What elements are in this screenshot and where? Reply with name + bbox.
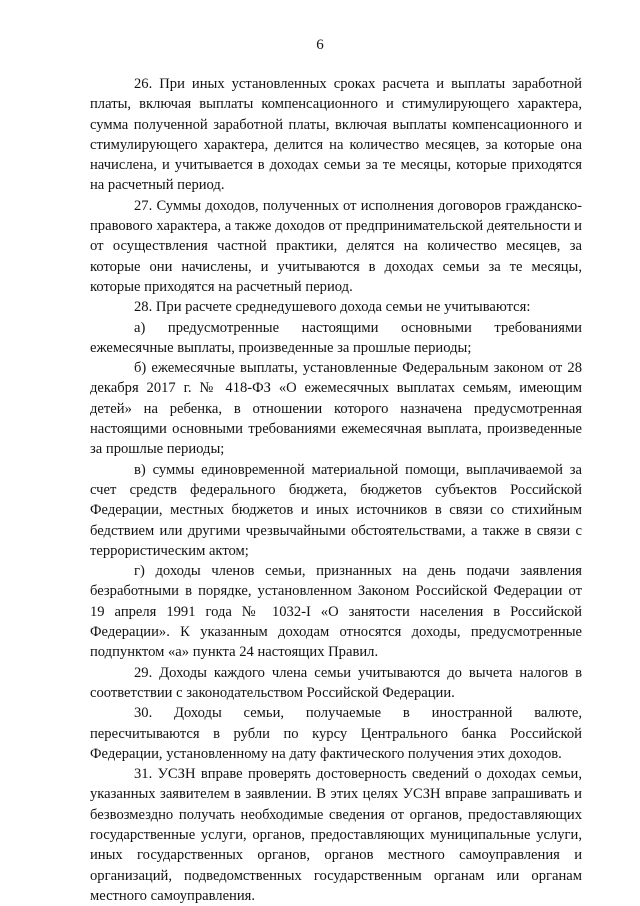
paragraph-28-g: г) доходы членов семьи, признанных на день подачи заявления безработными в порядке, установленном Законом Российской Федерации от 19 апреля 1991 года № 1032-I «О занятости населения в Российской Федерации». К указанным доходам относятся доходы, предусмотренные подпунктом «а» пункта 24 настоящих Правил. bbox=[90, 563, 582, 661]
paragraph-29: 29. Доходы каждого члена семьи учитываются до вычета налогов в соответствии с законодательством Российской Федерации. bbox=[90, 664, 582, 701]
paragraph-27: 27. Суммы доходов, полученных от исполнения договоров гражданско-правового характера, а также доходов от предпринимательской деятельности и от осуществления частной практики, делятся на количество месяцев, за которые они начислены, и учитываются в доходах семьи за те месяцы, которые приходятся на расчетный период. bbox=[90, 197, 582, 295]
paragraph-28-a: а) предусмотренные настоящими основными требованиями ежемесячные выплаты, произведенные за прошлые периоды; bbox=[90, 319, 582, 356]
paragraph-28: 28. При расчете среднедушевого дохода семьи не учитываются: bbox=[134, 299, 531, 316]
paragraph-28-v: в) суммы единовременной материальной помощи, выплачиваемой за счет средств федерального бюджета, бюджетов субъектов Российской Федерации, местных бюджетов и иных источников в связи со стихийным бедствием или другими чрезвычайными обстоятельствами, а также в связи с террористическим актом; bbox=[90, 461, 582, 559]
paragraph-30: 30. Доходы семьи, получаемые в иностранной валюте, пересчитываются в рубли по курсу Центрального банка Российской Федерации, установленному на дату фактического получения этих доходов. bbox=[90, 705, 582, 762]
document-body bbox=[90, 74, 582, 906]
page-number: 6 bbox=[316, 37, 324, 53]
paragraph-26: 26. При иных установленных сроках расчета и выплаты заработной платы, включая выплаты компенсационного и стимулирующего характера, сумма полученной заработной платы, включая выплаты компенсационного и стимулирующего характера, делится на количество месяцев, за которые она начислена, и учитывается в доходах семьи за те месяцы, которые приходятся на расчетный период. bbox=[90, 76, 582, 194]
paragraph-28-b: б) ежемесячные выплаты, установленные Федеральным законом от 28 декабря 2017 г. № 418-ФЗ «О ежемесячных выплатах семьям, имеющим детей» на ребенка, в отношении которого назначена предусмотренная настоящими основными требованиями ежемесячная выплата, произведенные за прошлые периоды; bbox=[90, 360, 582, 458]
paragraph-31: 31. УСЗН вправе проверять достоверность сведений о доходах семьи, указанных заявителем в заявлении. В этих целях УСЗН вправе запрашивать и безвозмездно получать необходимые сведения от органов, предоставляющих государственные услуги, органов, предоставляющих муниципальные услуги, иных государственных органов, органов местного самоуправления и организаций, подведомственных государственным органам или органам местного самоуправления. bbox=[90, 766, 582, 904]
